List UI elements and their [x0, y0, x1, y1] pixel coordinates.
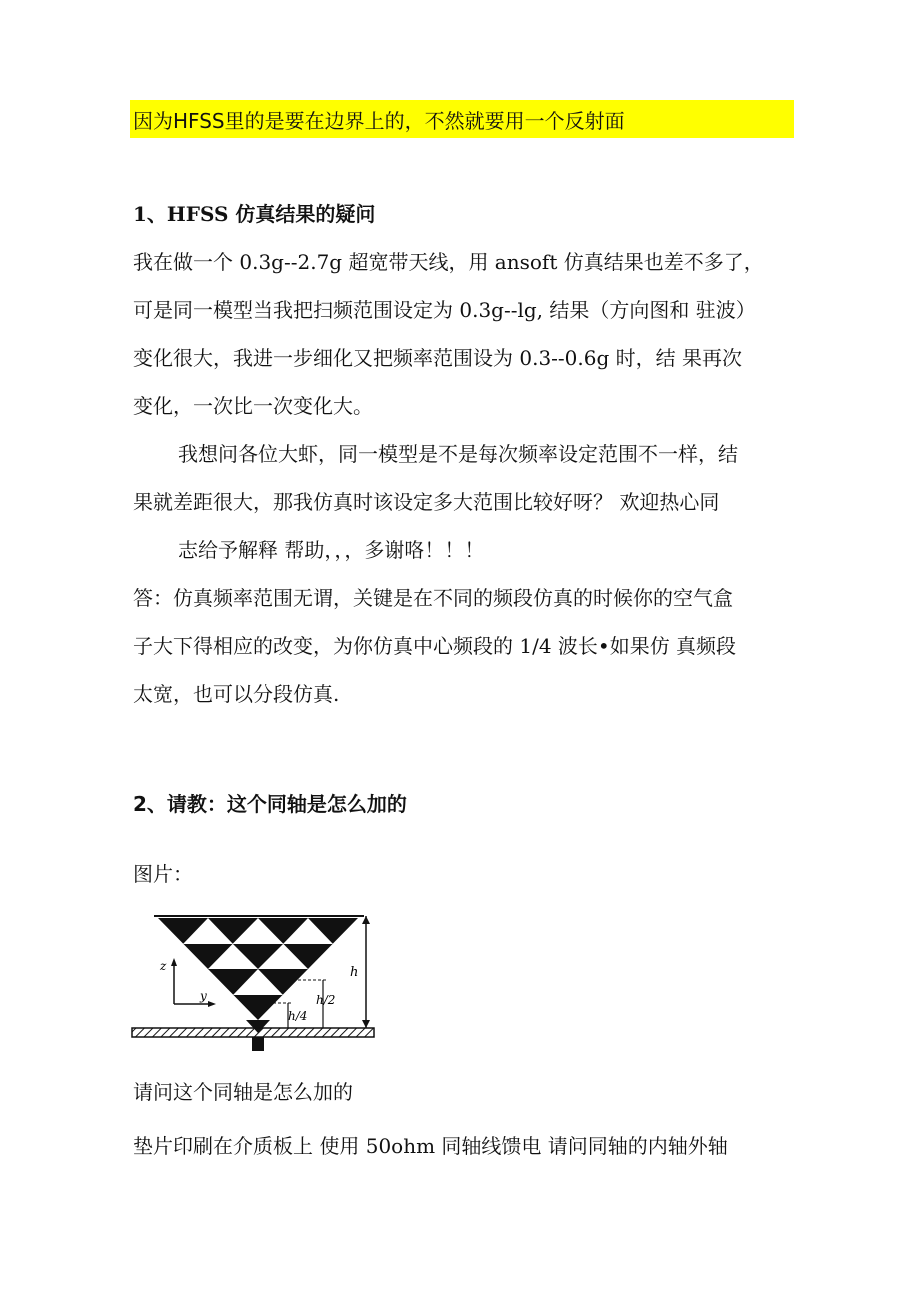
- section1-line-1: 我在做一个 0.3g--2.7g 超宽带天线，用 ansoft 仿真结果也差不多了，: [133, 250, 764, 274]
- answer-line-3: 太宽，也可以分段仿真.: [133, 682, 340, 706]
- antenna-figure: [128, 908, 378, 1058]
- ground-plane: [132, 1028, 374, 1037]
- section1-line-4: 变化，一次比一次变化大。: [133, 394, 373, 418]
- image-label: 图片：: [133, 862, 193, 886]
- section1-line-3: 变化很大，我进一步细化又把频率范围设为 0.3--0.6g 时，结 果再次: [133, 346, 743, 370]
- section1-line-2: 可是同一模型当我把扫频范围设定为 0.3g--lg, 结果（方向图和 驻波）: [133, 298, 756, 322]
- answer-line-1: 答：仿真频率范围无谓，关键是在不同的频段仿真的时候你的空气盒: [133, 586, 733, 610]
- section1-line-5: 我想问各位大虾，同一模型是不是每次频率设定范围不一样，结: [178, 442, 738, 466]
- answer-line-2: 子大下得相应的改变，为你仿真中心频段的 1/4 波长•如果仿 真频段: [133, 634, 737, 658]
- section2-heading: 2、请教：这个同轴是怎么加的: [133, 792, 407, 816]
- label-h4: h/4: [288, 1009, 308, 1023]
- label-y: y: [200, 989, 207, 1003]
- final-line: 垫片印刷在介质板上 使用 50ohm 同轴线馈电 请问同轴的内轴外轴: [133, 1134, 728, 1158]
- section1-heading: 1、HFSS 仿真结果的疑问: [133, 202, 376, 226]
- label-z: z: [160, 959, 167, 973]
- label-h2: h/2: [316, 993, 336, 1007]
- question-line: 请问这个同轴是怎么加的: [133, 1080, 353, 1104]
- section1-line-6: 果就差距很大，那我仿真时该设定多大范围比较好呀？ 欢迎热心同: [133, 490, 720, 514]
- section1-line-7: 志给予解释 帮助，，，多谢咯！！！: [178, 538, 485, 562]
- label-h: h: [350, 965, 359, 980]
- highlighted-sentence: 因为HFSS里的是要在边界上的，不然就要用一个反射面: [133, 109, 625, 133]
- coax-feed: [252, 1037, 264, 1051]
